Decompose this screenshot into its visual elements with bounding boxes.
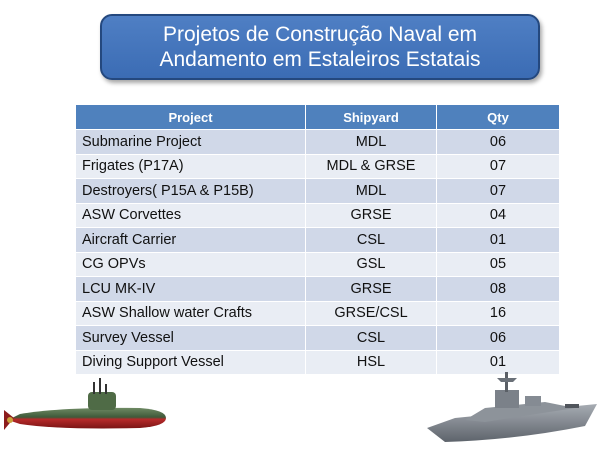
cell-shipyard: MDL & GRSE	[306, 154, 437, 179]
cell-shipyard: CSL	[306, 326, 437, 351]
cell-project: Destroyers( P15A & P15B)	[76, 179, 306, 204]
table-row	[76, 179, 560, 204]
warship-illustration	[425, 368, 600, 446]
cell-qty: 08	[437, 277, 560, 302]
cell-project: CG OPVs	[76, 252, 306, 277]
cell-project: LCU MK-IV	[76, 277, 306, 302]
projects-table	[75, 104, 560, 375]
cell-shipyard: GRSE/CSL	[306, 301, 437, 326]
table-row	[76, 326, 560, 351]
cell-project: Submarine Project	[76, 130, 306, 155]
table-row	[76, 130, 560, 155]
title-line-1: Projetos de Construção Naval em	[163, 23, 477, 46]
title-line-2: Andamento em Estaleiros Estatais	[159, 48, 481, 71]
cell-qty: 04	[437, 203, 560, 228]
cell-shipyard: CSL	[306, 228, 437, 253]
cell-qty: 05	[437, 252, 560, 277]
cell-shipyard: GSL	[306, 252, 437, 277]
cell-shipyard: MDL	[306, 130, 437, 155]
table-row	[76, 228, 560, 253]
cell-project: ASW Corvettes	[76, 203, 306, 228]
cell-project: Diving Support Vessel	[76, 350, 306, 375]
cell-qty: 01	[437, 350, 560, 375]
header-project: Project	[76, 105, 306, 130]
cell-project: ASW Shallow water Crafts	[76, 301, 306, 326]
table-header-row	[76, 105, 560, 130]
cell-shipyard: MDL	[306, 179, 437, 204]
table-row	[76, 252, 560, 277]
cell-project: Frigates (P17A)	[76, 154, 306, 179]
slide-title	[100, 14, 540, 80]
table-row	[76, 277, 560, 302]
cell-qty: 07	[437, 154, 560, 179]
cell-qty: 06	[437, 130, 560, 155]
cell-shipyard: HSL	[306, 350, 437, 375]
cell-qty: 01	[437, 228, 560, 253]
table-row	[76, 203, 560, 228]
table-row	[76, 301, 560, 326]
submarine-illustration	[0, 372, 170, 442]
header-shipyard: Shipyard	[306, 105, 437, 130]
cell-shipyard: GRSE	[306, 277, 437, 302]
header-qty: Qty	[437, 105, 560, 130]
cell-qty: 16	[437, 301, 560, 326]
cell-qty: 06	[437, 326, 560, 351]
cell-project: Aircraft Carrier	[76, 228, 306, 253]
cell-qty: 07	[437, 179, 560, 204]
table-row	[76, 154, 560, 179]
cell-project: Survey Vessel	[76, 326, 306, 351]
cell-shipyard: GRSE	[306, 203, 437, 228]
